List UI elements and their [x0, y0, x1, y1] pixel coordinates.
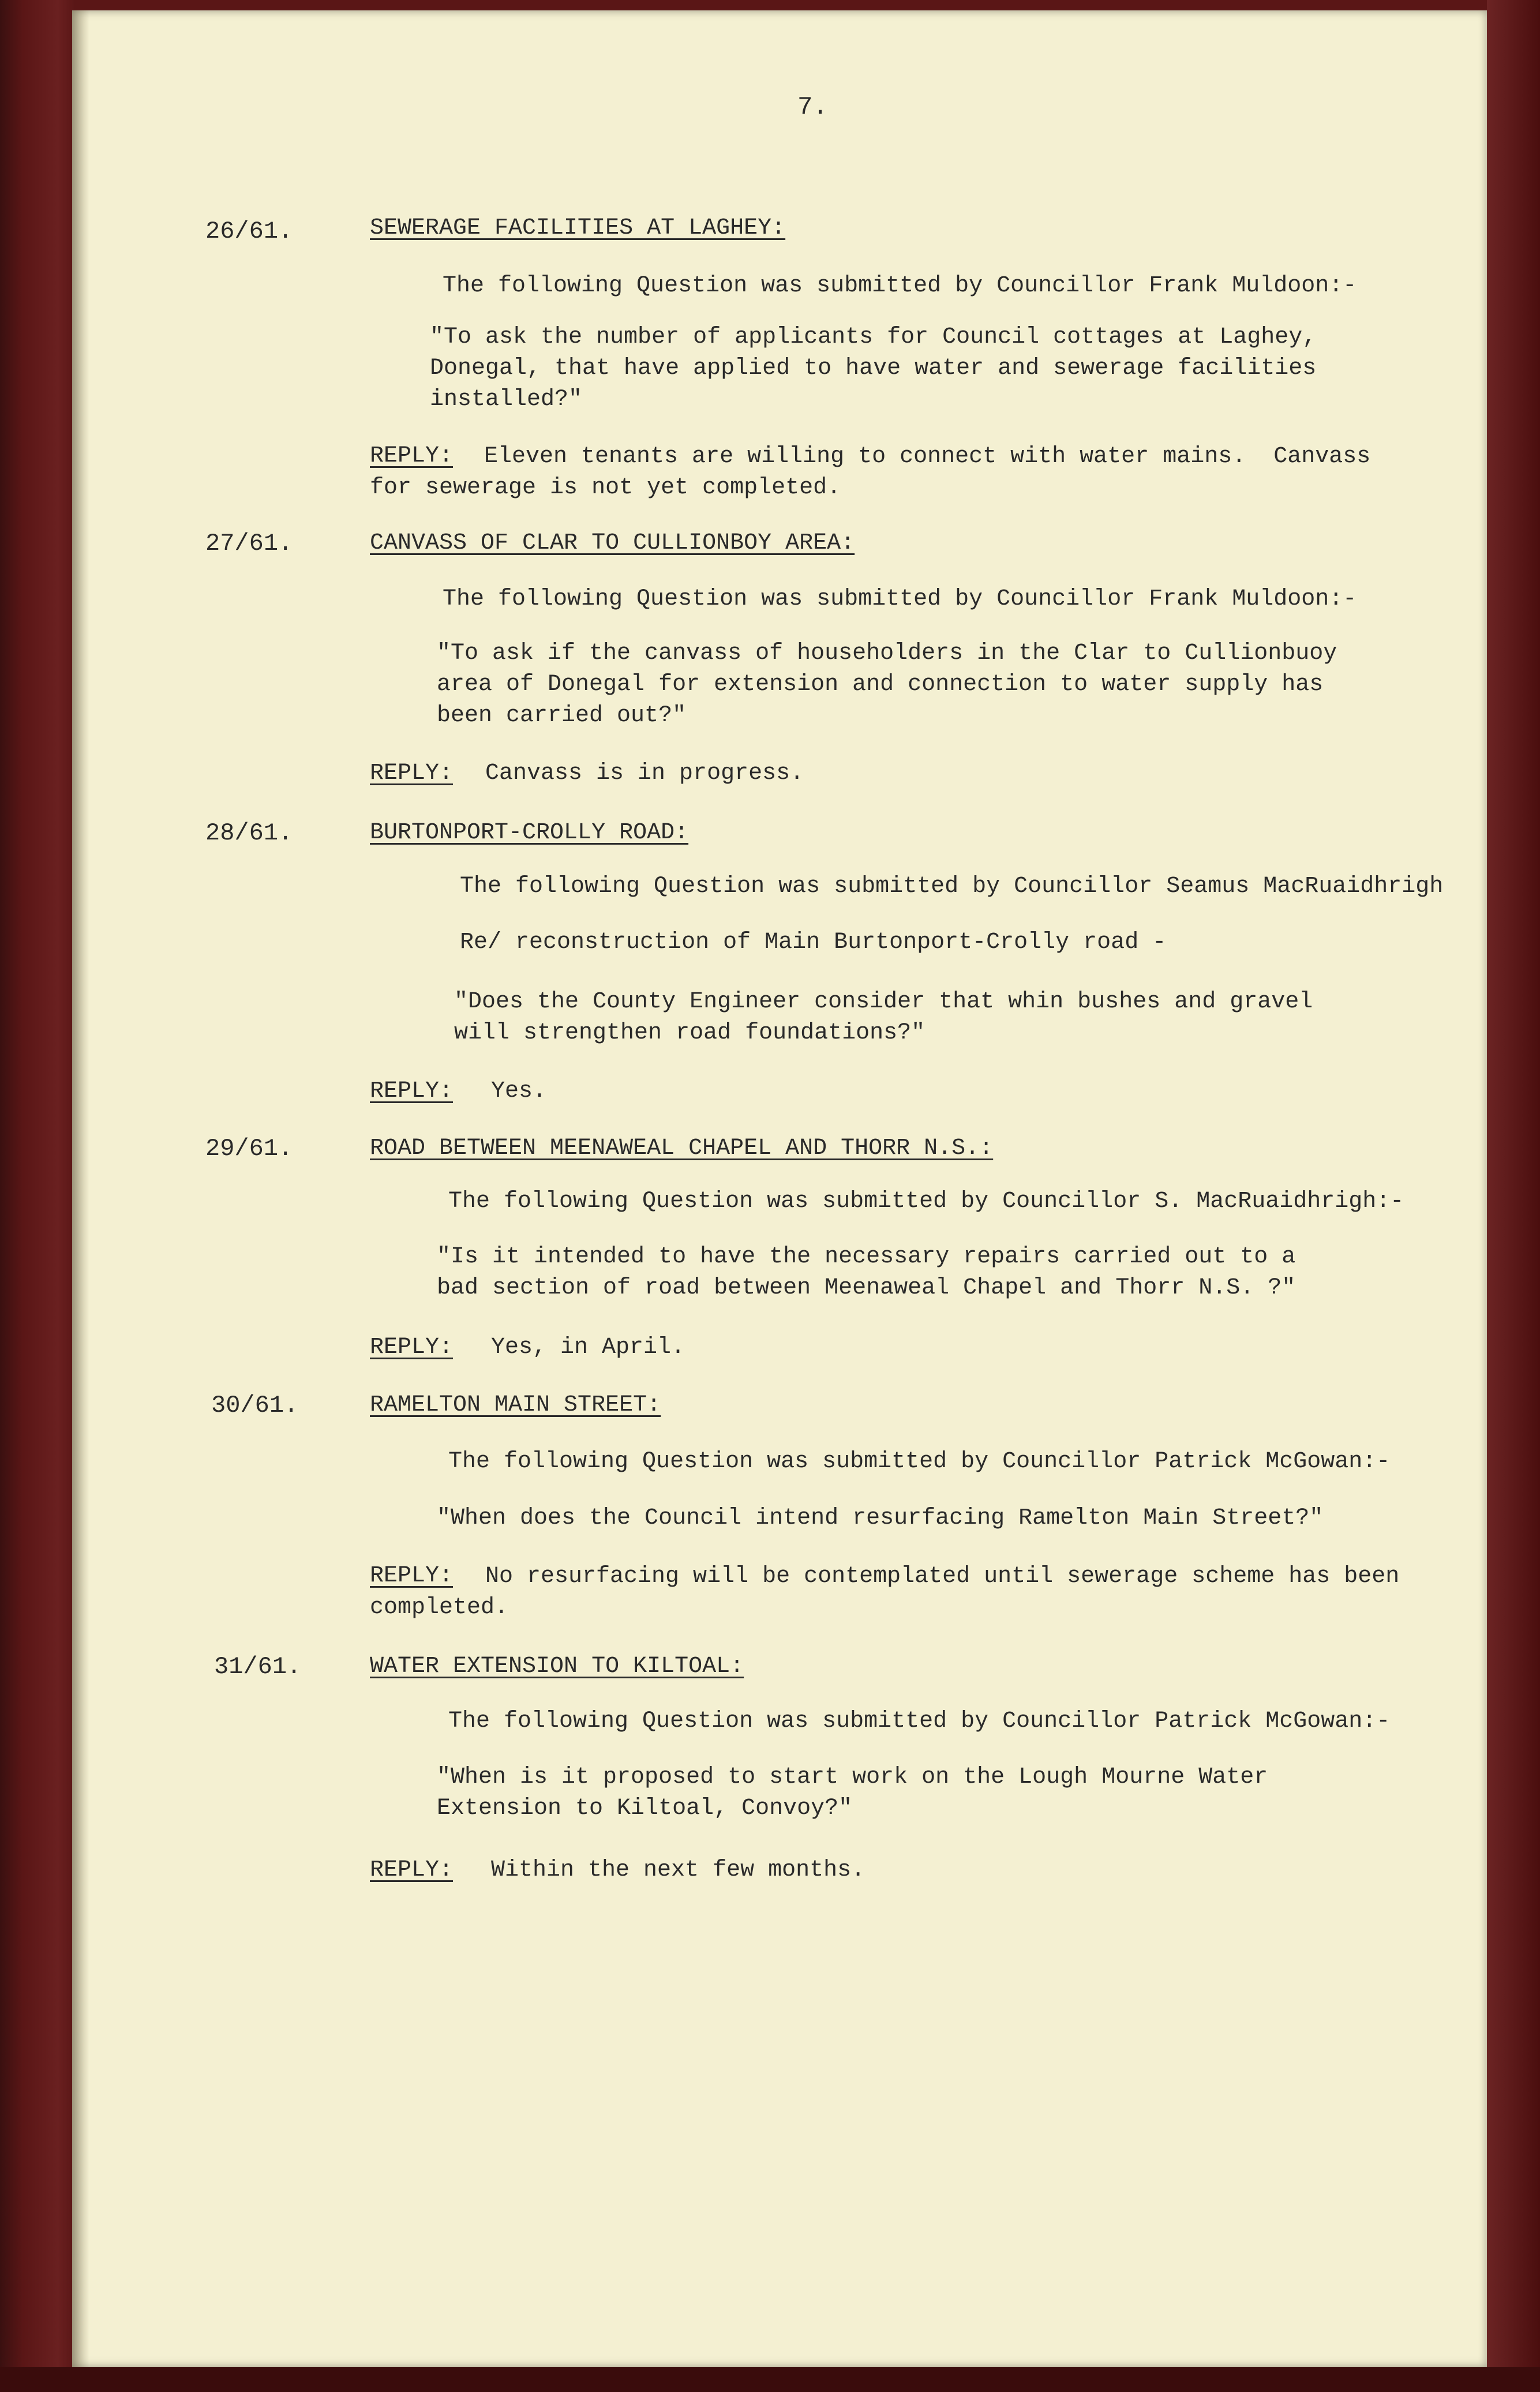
item-number: 26/61.: [205, 218, 293, 245]
reply-text: Eleven tenants are willing to connect with water mains. Canvass for sewerage is not yet completed.: [370, 444, 1371, 501]
item-number: 28/61.: [205, 819, 293, 847]
item-heading: ROAD BETWEEN MEENAWEAL CHAPEL AND THORR N.S.:: [370, 1135, 994, 1161]
item-question: "To ask if the canvass of householders in the Clar to Cullionbuoy area of Donegal for extension and connection to water supply has been carried out?": [437, 640, 1337, 729]
document-page: [72, 10, 1487, 2367]
reply-label: REPLY:: [370, 760, 454, 786]
page-number: 7.: [797, 93, 828, 122]
reply-label: REPLY:: [370, 1078, 454, 1104]
item-heading: SEWERAGE FACILITIES AT LAGHEY:: [370, 215, 786, 241]
reply-text: Yes, in April.: [491, 1334, 685, 1360]
item-intro: The following Question was submitted by Councillor Patrick McGowan:-: [448, 1449, 1391, 1475]
reply-label: REPLY:: [370, 1334, 454, 1360]
item-question: "To ask the number of applicants for Council cottages at Laghey, Donegal, that have applied to have water and sewerage facilities installed?": [430, 324, 1317, 413]
item-question: "Is it intended to have the necessary repairs carried out to a bad section of road between Meenaweal Chapel and Thorr N.S. ?": [437, 1244, 1296, 1301]
item-intro: The following Question was submitted by Councillor Frank Muldoon:-: [443, 586, 1357, 612]
item-number: 27/61.: [205, 530, 293, 557]
item-heading: WATER EXTENSION TO KILTOAL:: [370, 1654, 744, 1679]
item-question: "Does the County Engineer consider that whin bushes and gravel will strengthen road foundations?": [454, 989, 1313, 1046]
reply-text: Canvass is in progress.: [485, 760, 804, 786]
item-question: "When does the Council intend resurfacing Ramelton Main Street?": [437, 1505, 1324, 1531]
reply-text: Within the next few months.: [491, 1857, 865, 1883]
item-number: 29/61.: [205, 1135, 293, 1163]
item-intro: The following Question was submitted by Councillor Seamus MacRuaidhrigh: [460, 873, 1444, 899]
item-intro: The following Question was submitted by Councillor Frank Muldoon:-: [443, 273, 1357, 299]
book-bottom-edge: [0, 2367, 1540, 2392]
page-gutter: [72, 10, 89, 2367]
item-heading: BURTONPORT-CROLLY ROAD:: [370, 820, 689, 846]
reply-text: Yes.: [491, 1078, 547, 1104]
item-number: 30/61.: [211, 1392, 299, 1419]
item-intro: The following Question was submitted by Councillor Patrick McGowan:-: [448, 1708, 1391, 1734]
item-note: Re/ reconstruction of Main Burtonport-Crolly road -: [460, 929, 1167, 955]
item-number: 31/61.: [214, 1653, 302, 1681]
book-edge: [1487, 0, 1540, 2392]
item-question: "When is it proposed to start work on the Lough Mourne Water Extension to Kiltoal, Convoy?": [437, 1764, 1268, 1821]
reply-label: REPLY:: [370, 1857, 454, 1883]
item-heading: RAMELTON MAIN STREET:: [370, 1392, 661, 1418]
reply-text: No resurfacing will be contemplated until sewerage scheme has been completed.: [370, 1564, 1400, 1621]
item-heading: CANVASS OF CLAR TO CULLIONBOY AREA:: [370, 530, 855, 556]
reply-label: REPLY:: [370, 443, 454, 469]
reply-label: REPLY:: [370, 1563, 454, 1589]
item-intro: The following Question was submitted by Councillor S. MacRuaidhrigh:-: [448, 1188, 1404, 1214]
